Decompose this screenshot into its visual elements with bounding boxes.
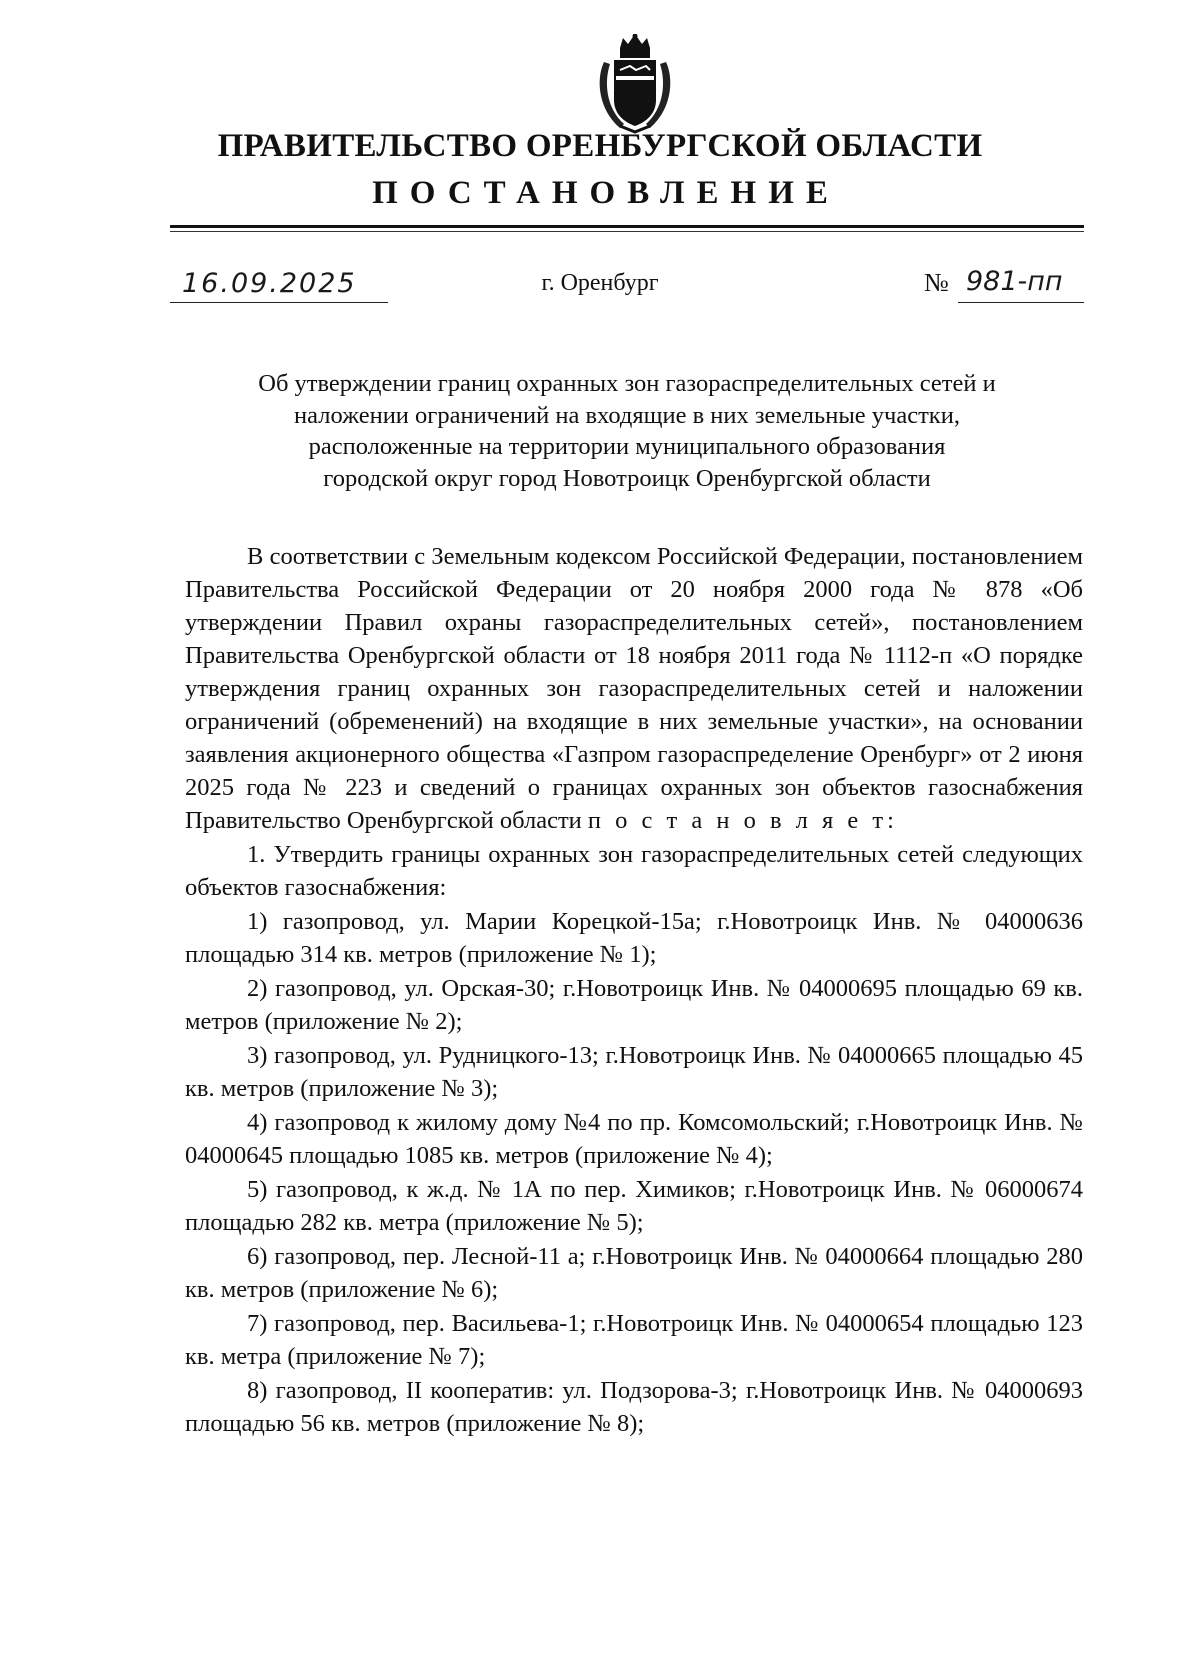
handwritten-date: 16.09.2025 (182, 268, 357, 299)
list-item: 1) газопровод, ул. Марии Корецкой-15а; г.Новотроицк Инв. № 04000636 площадью 314 кв. метров (приложение № 1); (185, 908, 1083, 968)
subject-line: расположенные на территории муниципального образования (308, 433, 946, 460)
subject-line: наложении ограничений на входящие в них земельные участки, (294, 401, 960, 429)
list-item: 3) газопровод, ул. Рудницкого-13; г.Новотроицк Инв. № 04000665 площадью 45 кв. метров (приложение № 3); (185, 1042, 1083, 1102)
orenburg-coat-of-arms-icon (590, 34, 680, 134)
preamble-paragraph (185, 540, 1083, 837)
list-item: 2) газопровод, ул. Орская-30; г.Новотроицк Инв. № 04000695 площадью 69 кв. метров (приложение № 2); (185, 975, 1083, 1035)
issue-city: г. Оренбург (541, 270, 659, 296)
document-subject (170, 368, 1084, 494)
handwritten-number: 981-пп (966, 266, 1063, 297)
document-type-title: ПОСТАНОВЛЕНИЕ (372, 175, 840, 211)
government-title: ПРАВИТЕЛЬСТВО ОРЕНБУРГСКОЙ ОБЛАСТИ (217, 128, 983, 164)
list-item: 6) газопровод, пер. Лесной-11 а; г.Новотроицк Инв. № 04000664 площадью 280 кв. метров (приложение № 6); (185, 1243, 1083, 1303)
subject-line: городской округ город Новотроицк Оренбургской области (323, 464, 931, 492)
preamble-text: В соответствии с Земельным кодексом Российской Федерации, постановлением Правительства Российской Федерации от 20 ноября 2000 года № 878 «Об утверждении Правил охраны газораспределительных сетей», постановлением Правительства Оренбургской области от 18 ноября 2011 года № 1112-п «О порядке утверждения границ охранных зон газораспределительных сетей и наложении ограничений (обременений) на входящие в них земельные участки», на основании заявления акционерного общества «Газпром газораспределение Оренбург» от 2 июня 2025 года № 223 и сведений о границах охранных зон объектов газоснабжения Правительство Оренбургской области (185, 543, 1083, 834)
list-item: 7) газопровод, пер. Васильева-1; г.Новотроицк Инв. № 04000654 площадью 123 кв. метра (приложение № 7); (185, 1310, 1083, 1370)
document-body (185, 540, 1083, 1441)
subject-line: Об утверждении границ охранных зон газораспределительных сетей и (258, 370, 996, 397)
decree-word: п о с т а н о в л я е т: (587, 807, 898, 834)
list-item: 8) газопровод, II кооператив: ул. Подзорова-3; г.Новотроицк Инв. № 04000693 площадью 56 кв. метров (приложение № 8); (185, 1377, 1083, 1437)
number-field (958, 266, 1084, 303)
list-item: 4) газопровод к жилому дому №4 по пр. Комсомольский; г.Новотроицк Инв. № 04000645 площадью 1085 кв. метров (приложение № 4); (185, 1109, 1083, 1169)
header-divider-thick (170, 225, 1084, 228)
clause-1: 1. Утвердить границы охранных зон газораспределительных сетей следующих объектов газоснабжения: (185, 841, 1083, 901)
header-divider-thin (170, 231, 1084, 232)
list-item: 5) газопровод, к ж.д. № 1А по пер. Химиков; г.Новотроицк Инв. № 06000674 площадью 282 кв. метра (приложение № 5); (185, 1176, 1083, 1236)
number-label: № (924, 268, 949, 297)
